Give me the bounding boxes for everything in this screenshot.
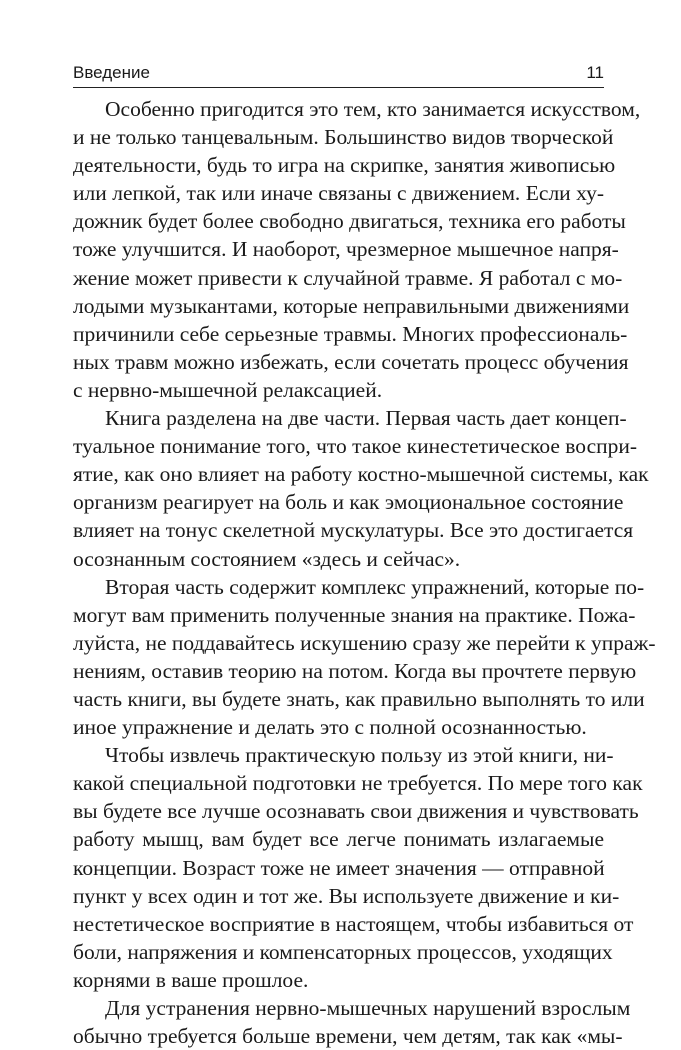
text-line: и не только танцевальным. Большинство видов творческой — [73, 125, 614, 150]
text-line: вы будете все лучше осознавать свои движения и чувствовать — [73, 799, 639, 824]
text-line: пункт у всех один и тот же. Вы используете движение и ки- — [73, 883, 620, 908]
text-line: работу мышц, вам будет все легче понимать излагаемые — [73, 827, 604, 852]
text-line: тоже улучшится. И наоборот, чрезмерное мышечное напря- — [73, 237, 619, 262]
text-line: жение может привести к случайной травме. Я работал с мо- — [73, 265, 623, 290]
text-line: Чтобы извлечь практическую пользу из этой книги, ни- — [105, 743, 614, 768]
section-title: Введение — [73, 63, 150, 82]
text-line: могут вам применить полученные знания на практике. Пожа- — [73, 602, 636, 627]
body-text — [73, 95, 656, 1050]
paragraph — [73, 573, 656, 742]
text-line: деятельности, будь то игра на скрипке, занятия живописью — [73, 153, 616, 178]
text-line: концепции. Возраст тоже не имеет значения — отправной — [73, 855, 605, 880]
text-line: с нервно-мышечной релаксацией. — [73, 377, 383, 402]
text-line: корнями в ваше прошлое. — [73, 967, 309, 992]
text-line: Для устранения нервно-мышечных нарушений взрослым — [105, 996, 631, 1020]
paragraph — [73, 741, 643, 994]
text-line: ятие, как оно влияет на работу костно-мышечной системы, как — [73, 462, 649, 487]
text-line: влияет на тонус скелетной мускулатуры. Все это достигается — [73, 518, 634, 543]
text-line: нениям, оставив теорию на потом. Когда вы прочтете первую — [73, 658, 637, 683]
text-line: или лепкой, так или иначе связаны с движением. Если ху- — [73, 181, 604, 206]
text-line: боли, напряжения и компенсаторных процессов, уходящих — [73, 939, 613, 964]
text-line: луйста, не поддавайтесь искушению сразу же перейти к упраж- — [73, 630, 656, 655]
text-line: организм реагирует на боль и как эмоциональное состояние — [73, 490, 624, 515]
text-line: нестетическое восприятие в настоящем, чтобы избавиться от — [73, 911, 634, 936]
text-line: какой специальной подготовки не требуется. По мере того как — [73, 771, 643, 796]
text-line: иное упражнение и делать это с полной осознанностью. — [73, 715, 587, 740]
text-line: часть книги, вы будете знать, как правильно выполнять то или — [73, 686, 645, 711]
text-line: Особенно пригодится это тем, кто занимается искусством, — [105, 97, 641, 121]
text-line: дожник будет более свободно двигаться, техника его работы — [73, 209, 626, 234]
text-line: Книга разделена на две части. Первая часть дает концеп- — [105, 406, 627, 431]
text-line: причинили себе серьезные травмы. Многих профессиональ- — [73, 321, 628, 346]
text-line: лодыми музыкантами, которые неправильными движениями — [73, 293, 630, 318]
text-line: туальное понимание того, что такое кинестетическое воспри- — [73, 434, 638, 459]
text-line: осознанным состоянием «здесь и сейчас». — [73, 546, 461, 571]
paragraph — [73, 95, 641, 404]
header-rule — [73, 87, 604, 88]
page-number: 11 — [586, 63, 604, 82]
text-line: обычно требуется больше времени, чем детям, так как «мы- — [73, 1024, 623, 1049]
paragraph — [73, 404, 649, 573]
text-line: Вторая часть содержит комплекс упражнений, которые по- — [105, 574, 645, 599]
running-header — [73, 62, 604, 84]
text-line: ных травм можно избежать, если сочетать процесс обучения — [73, 349, 629, 374]
paragraph — [73, 994, 631, 1050]
